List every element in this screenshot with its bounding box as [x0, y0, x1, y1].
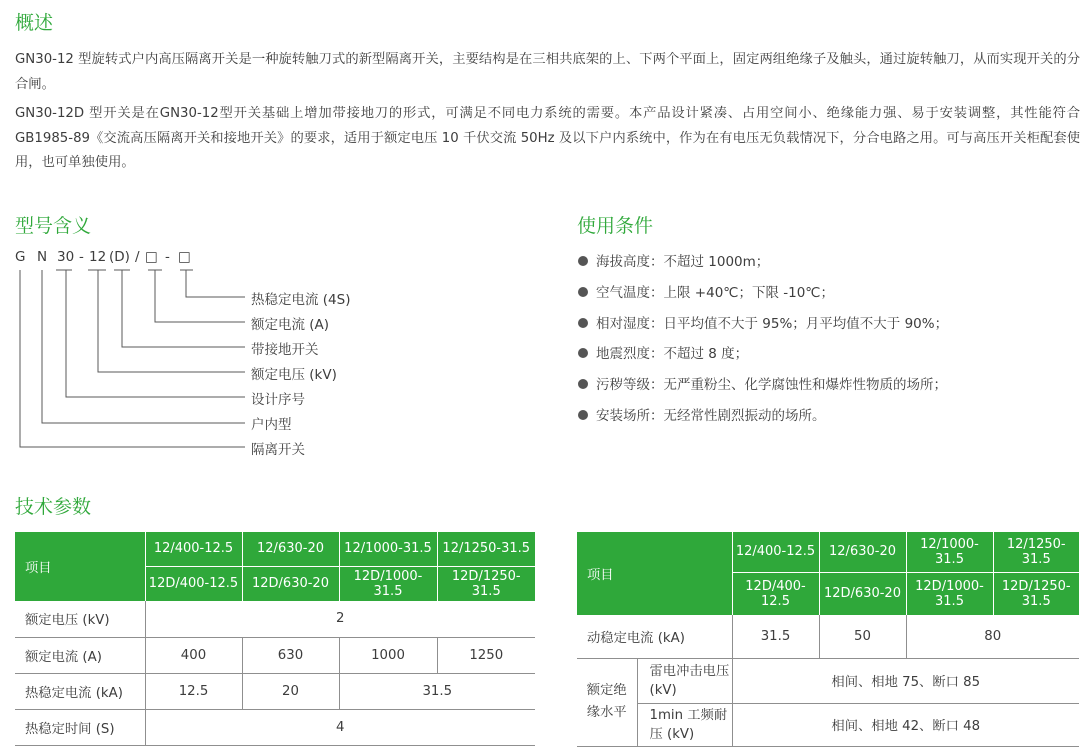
code-d: (D)	[109, 249, 130, 265]
model-header: 12D/1250-31.5	[437, 566, 535, 601]
header-item: 项目	[577, 532, 732, 615]
row-label: 热稳定时间 (S)	[15, 709, 145, 745]
cell-value: 4	[145, 709, 535, 745]
model-header: 12D/630-20	[819, 572, 906, 615]
condition-text: 污秽等级：无严重粉尘、化学腐蚀性和爆炸性物质的场所；	[596, 377, 947, 393]
model-header: 12D/400-12.5	[732, 572, 819, 615]
code-12: 12	[89, 249, 107, 265]
overview-paragraph-2: GN30-12D 型开关是在GN30-12型开关基础上增加带接地刀的形式，可满足不同电力系统的需要。本产品设计紧凑、占用空间小、绝缘能力强、易于安装调整，其性能符合 GB1985-89《交流高压隔离开关和接地开关》的要求，适用于额定电压 10 千伏交流 50Hz 及以下户内系统中，作为在有电压无负载情况下，分合电路之用。可与高压开关柜配套使用，也可单独使用。	[15, 106, 1080, 170]
cell-value: 1000	[339, 637, 437, 673]
model-title: 型号含义	[15, 215, 92, 237]
tech-title: 技术参数	[15, 496, 92, 518]
model-header: 12/400-12.5	[732, 532, 819, 572]
model-header: 12/1250-31.5	[993, 532, 1079, 572]
row-label: 动稳定电流 (kA)	[577, 615, 732, 658]
tree-line-box1	[155, 270, 245, 322]
cell-value: 相间、相地 42、断口 48	[732, 703, 1079, 746]
model-header: 12D/1000-31.5	[906, 572, 993, 615]
model-tree-diagram	[0, 0, 260, 470]
bullet-icon	[578, 348, 588, 358]
code-g: G	[15, 249, 26, 265]
conditions-title: 使用条件	[577, 215, 654, 237]
model-label-disconnector: 隔离开关	[251, 442, 305, 458]
cell-value: 12.5	[145, 673, 242, 709]
cell-value: 20	[242, 673, 339, 709]
condition-text: 地震烈度：不超过 8 度；	[596, 346, 749, 362]
row-label: 1min 工频耐压 (kV)	[637, 703, 732, 746]
model-header: 12/1250-31.5	[437, 532, 535, 566]
row-label: 热稳定电流 (kA)	[15, 673, 145, 709]
cell-value: 50	[819, 615, 906, 658]
code-slash: /	[135, 249, 140, 265]
condition-item-temperature	[578, 281, 834, 301]
bullet-icon	[578, 287, 588, 297]
overview-title: 概述	[15, 12, 54, 34]
bullet-icon	[578, 318, 588, 328]
code-n: N	[37, 249, 48, 265]
cell-value: 630	[242, 637, 339, 673]
model-header: 12/630-20	[819, 532, 906, 572]
model-header: 12/400-12.5	[145, 532, 242, 566]
model-label-indoor: 户内型	[251, 417, 292, 433]
condition-item-seismic	[578, 342, 748, 362]
cell-value: 400	[145, 637, 242, 673]
condition-item-site	[578, 404, 826, 424]
bullet-icon	[578, 410, 588, 420]
code-30: 30	[57, 249, 75, 265]
overview-paragraph-1: GN30-12 型旋转式户内高压隔离开关是一种旋转触刀式的新型隔离开关，主要结构是在三相共底架的上、下两个平面上，固定两组绝缘子及触头，通过旋转触刀，从而实现开关的分合闸。	[15, 52, 1080, 92]
condition-item-pollution	[578, 373, 947, 393]
model-header: 12/1000-31.5	[906, 532, 993, 572]
row-label: 雷电冲击电压 (kV)	[637, 658, 732, 703]
row-label: 额定电压 (kV)	[15, 601, 145, 637]
code-box-1: □	[145, 249, 158, 265]
tree-line-box2	[186, 270, 245, 297]
bullet-icon	[578, 256, 588, 266]
cell-value: 31.5	[732, 615, 819, 658]
model-label-thermal-current: 热稳定电流 (4S)	[251, 292, 351, 308]
condition-text: 海拔高度：不超过 1000m；	[596, 254, 770, 270]
model-header: 12D/1000-31.5	[339, 566, 437, 601]
row-label: 额定电流 (A)	[15, 637, 145, 673]
cell-value: 1250	[437, 637, 535, 673]
condition-item-altitude	[578, 250, 769, 270]
cell-value: 80	[906, 615, 1079, 658]
model-label-rated-current: 额定电流 (A)	[251, 317, 330, 333]
tech-table-left	[15, 532, 535, 746]
tech-table-right	[577, 532, 1079, 747]
header-item: 项目	[15, 532, 145, 601]
bullet-icon	[578, 379, 588, 389]
model-header: 12D/400-12.5	[145, 566, 242, 601]
cell-value: 相间、相地 75、断口 85	[732, 658, 1079, 703]
row-label: 额定绝缘水平	[577, 658, 637, 746]
condition-text: 空气温度：上限 +40℃；下限 -10℃；	[596, 285, 834, 301]
cell-value: 2	[145, 601, 535, 637]
condition-item-humidity	[578, 312, 948, 332]
model-header: 12D/630-20	[242, 566, 339, 601]
model-label-rated-voltage: 额定电压 (kV)	[251, 367, 337, 383]
cell-value: 31.5	[339, 673, 535, 709]
model-header: 12/630-20	[242, 532, 339, 566]
tree-line-d	[122, 270, 245, 347]
model-label-design-no: 设计序号	[251, 392, 305, 408]
model-label-earthing: 带接地开关	[251, 342, 319, 358]
code-dash-2: -	[165, 249, 170, 265]
condition-text: 安装场所：无经常性剧烈振动的场所。	[596, 408, 826, 424]
model-header: 12/1000-31.5	[339, 532, 437, 566]
code-dash-1: -	[79, 249, 84, 265]
code-box-2: □	[178, 249, 191, 265]
model-header: 12D/1250-31.5	[993, 572, 1079, 615]
tree-line-12	[98, 270, 245, 372]
condition-text: 相对湿度：日平均值不大于 95%；月平均值不大于 90%；	[596, 316, 949, 332]
